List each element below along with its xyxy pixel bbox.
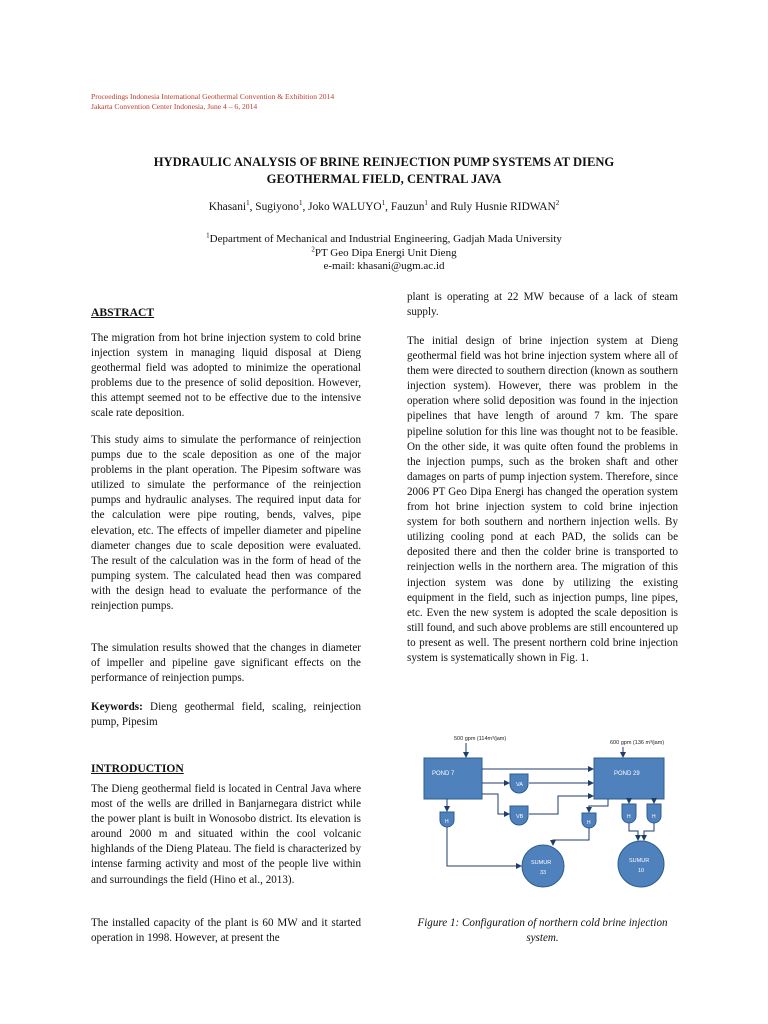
pond-29 (594, 758, 664, 799)
right-paragraph-0: plant is operating at 22 MW because of a lack of steam supply. (407, 291, 678, 319)
flow-label-left: 500 gpm (114m³/jam) (454, 736, 507, 742)
author-name: Ruly Husnie RIDWAN (450, 201, 556, 213)
paper-title (60, 154, 708, 188)
keywords: Keywords: Dieng geothermal field, scaling, reinjection pump, Pipesim (91, 701, 361, 729)
well-33-label-2: 33 (540, 870, 547, 876)
abstract-paragraph-2: This study aims to simulate the performance of reinjection pumps due to the scale deposition as one of the major problems in the plant operation. The Pipesim software was utilized to simulate the performance of the reinjection pumps and hydraulic analyses. The required input data for the calculation were pipe routing, bends, valves, pipe elevation, etc. The effects of impeller diameter and pipeline diameter changes due to scale deposition were evaluated. The result of the calculation was in the form of head of the pumping system. The calculated head then was compared with the design head to evaluate the performance of the reinjection pumps. (91, 434, 361, 613)
pond-7-label: POND 7 (432, 771, 455, 777)
header-line-1: Proceedings Indonesia International Geothermal Convention & Exhibition 2014 (91, 92, 335, 101)
flow-label-right: 600 gpm (136 m³/jam) (610, 740, 665, 746)
pump-h-right-2-label: H (652, 814, 656, 820)
well-10-label-2: 10 (638, 868, 645, 874)
affiliation-1: $^1$Department of Mechanical and Industrial Engineering, Gadjah Mada University (206, 231, 562, 245)
proceedings-header (91, 92, 334, 112)
right-paragraph-1: The initial design of brine injection system at Dieng geothermal field was hot brine injection system where all of them were directed to southern direction (known as southern injection system). However, there was problem in the operation where solid deposition was found in the injection pipelines that have length of around 7 km. The spare pipeline solution for this line was thought not to be feasible. On the other side, it was quite often found the problems in the injection pumps, such as the broken shaft and other damages on parts of pump injection system. Therefore, since 2006 PT Geo Dipa Energi has changed the operation system from hot brine injection system to cold brine injection system for both southern and northern injection wells. By utilizing cooling pond at each PAD, the solids can be deposited there and then the colder brine is transported to reinjection wells in the northern area. The migration of this injection system was done by utilizing the existing equipment in the field, such as injection pumps, line pipes, etc. Even the new system is adopted the scale deposition is still found, and such above problems are still encountered up to present as well. The present northern cold brine injection system is systematically shown in Fig. 1. (407, 335, 678, 664)
figure-caption: Figure 1: Configuration of northern cold brine injection system. (417, 917, 668, 944)
author-name: Khasani (208, 201, 247, 213)
introduction-paragraph-1: The Dieng geothermal field is located in Central Java where most of the wells are drilled in Banjarnegara district while the power plant is built in Wonosobo district. Its elevation is around 2000 m and situated within the cool volcanic highlands of the Dieng Plateau. The field is characterized by intense farming activity and most of the people live within and surroundings the field (Hino et al., 2013). (91, 783, 361, 886)
system-diagram (418, 728, 680, 914)
header-line-2: Jakarta Convention Center Indonesia, June 4 – 6, 2014 (91, 102, 258, 111)
well-33 (522, 845, 564, 887)
pump-vb-label: VB (516, 814, 524, 820)
well-10-label-1: SUMUR (629, 858, 650, 864)
pump-h-mid-label: H (587, 820, 591, 826)
well-10 (618, 841, 664, 887)
title-line-1: HYDRAULIC ANALYSIS OF BRINE REINJECTION PUMP SYSTEMS AT DIENG (153, 155, 615, 169)
author-name: Fauzun (390, 201, 425, 213)
author-name: Joko WALUYO (308, 201, 382, 213)
title-line-2: GEOTHERMAL FIELD, CENTRAL JAVA (266, 172, 502, 186)
author-list: Khasani$^1$, Sugiyono$^1$, Joko WALUYO$^1$, Fauzun$^1$ and Ruly Husnie RIDWAN$^2$ (208, 199, 560, 213)
abstract-paragraph-3: The simulation results showed that the changes in diameter of impeller and pipeline gave significant effects on the performance of reinjection pumps. (91, 642, 361, 685)
well-33-label-1: SUMUR (531, 860, 552, 866)
introduction-paragraph-2: The installed capacity of the plant is 60 MW and it started operation in 1998. However, at present the (91, 917, 361, 945)
affiliations (60, 233, 708, 274)
affiliation-2: $^2$PT Geo Dipa Energi Unit Dieng (311, 244, 457, 259)
abstract-paragraph-1: The migration from hot brine injection system to cold brine injection system in managing liquid disposal at Dieng geothermal field was adopted to minimize the operational problems due to the presence of solid deposition. However, this attempt seemed not to be effective due to the intensive scale rate deposition. (91, 332, 361, 420)
introduction-heading: INTRODUCTION (91, 762, 184, 775)
pump-va-label: VA (516, 782, 523, 788)
email: e-mail: khasani@ugm.ac.id (323, 260, 445, 273)
author-name: Sugiyono (255, 201, 299, 213)
pond-29-label: POND 29 (614, 771, 640, 777)
pond-7 (424, 758, 482, 799)
abstract-heading: ABSTRACT (91, 306, 155, 319)
pump-h-left-label: H (445, 819, 449, 825)
pump-h-right-1-label: H (627, 814, 631, 820)
